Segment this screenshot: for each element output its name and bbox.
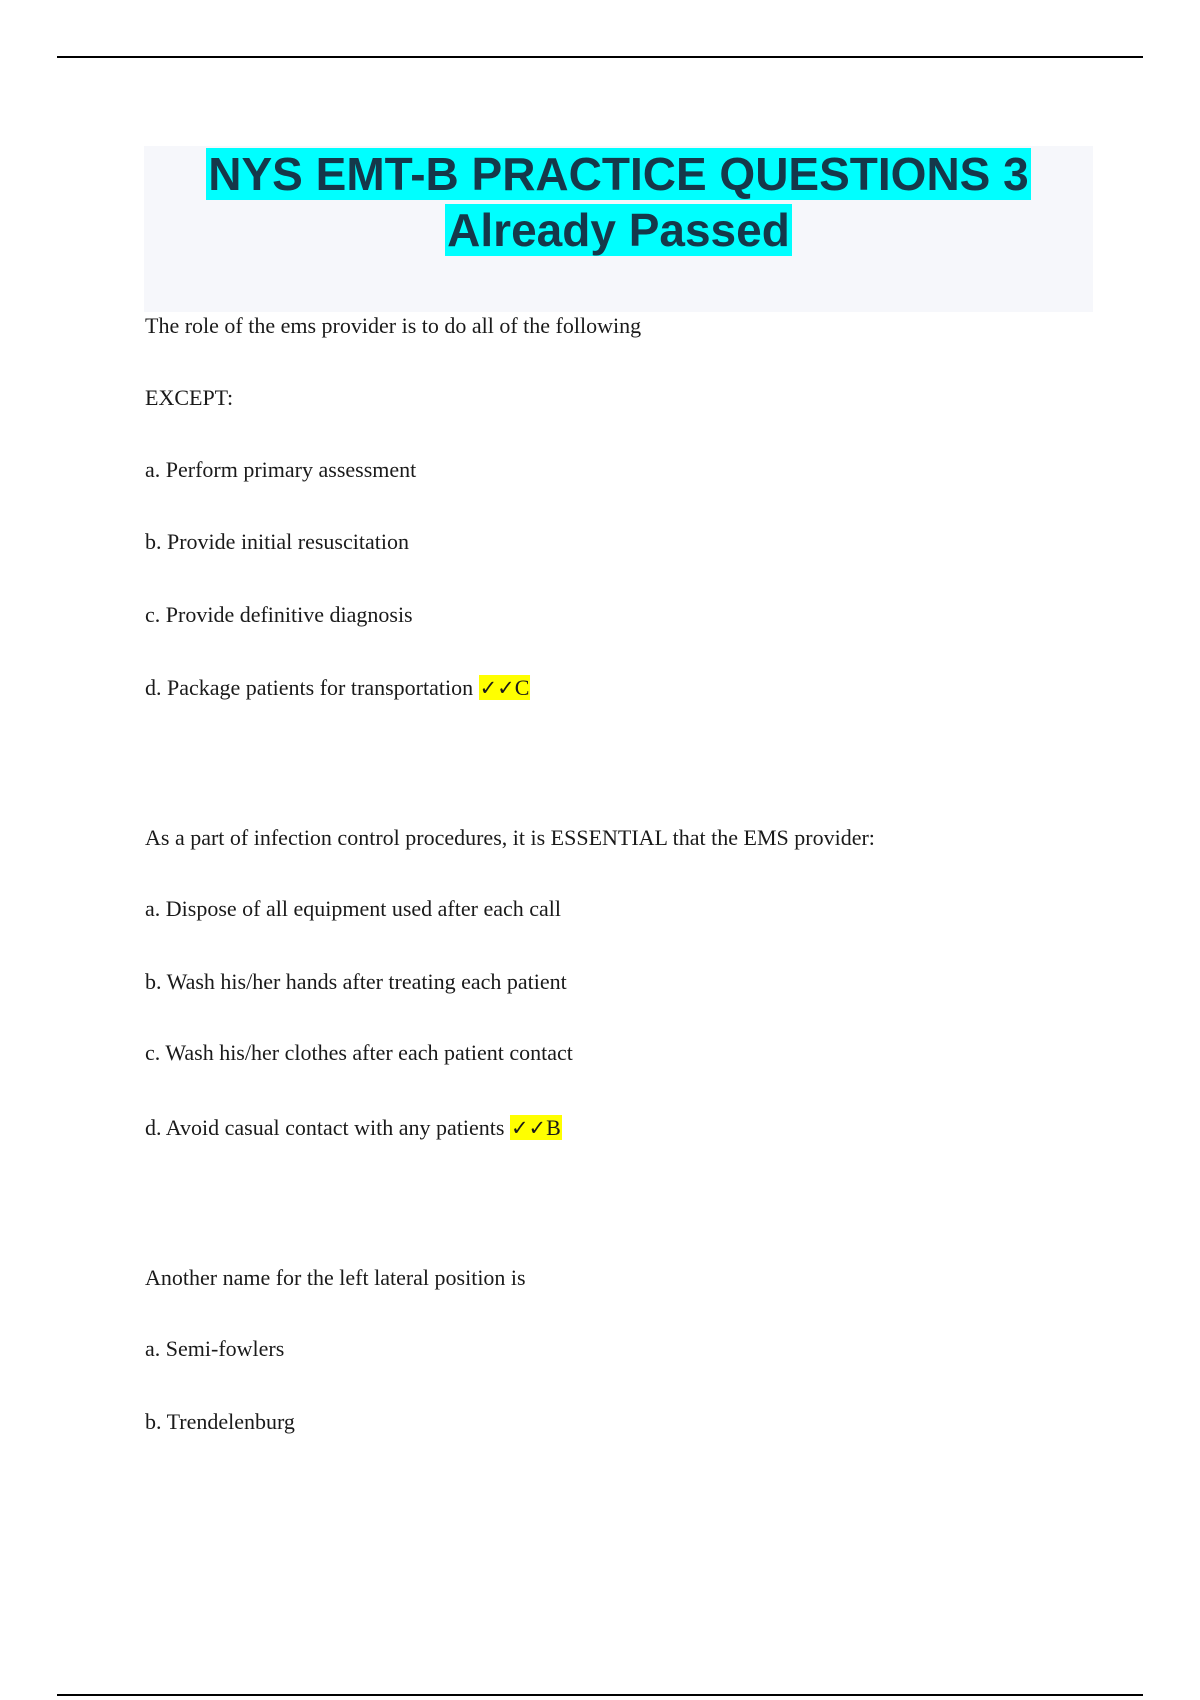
question-1-option-b: b. Provide initial resuscitation [145, 529, 409, 554]
document-title [144, 146, 1093, 312]
question-1-answer-key [479, 675, 531, 700]
header-rule [57, 56, 1143, 58]
question-2-stem: As a part of infection control procedures, it is ESSENTIAL that the EMS provider: [145, 825, 875, 850]
title-line-1: NYS EMT-B PRACTICE QUESTIONS 3 [208, 148, 1029, 200]
checkmark-icon: ✓✓ [479, 676, 515, 700]
question-2-answer-key [510, 1115, 562, 1140]
question-3-stem: Another name for the left lateral position is [145, 1265, 526, 1290]
question-1-answer-letter: C [514, 675, 530, 700]
checkmark-icon: ✓✓ [510, 1116, 547, 1140]
question-1-option-a: a. Perform primary assessment [145, 457, 417, 482]
question-2-option-b: b. Wash his/her hands after treating each patient [145, 969, 567, 994]
question-2-option-d-text: d. Avoid casual contact with any patients [145, 1115, 505, 1140]
question-1-stem: The role of the ems provider is to do all of the following [145, 313, 642, 338]
footer-rule [57, 1694, 1143, 1696]
question-1-stem-continued: EXCEPT: [145, 385, 234, 410]
question-1-option-d-text: d. Package patients for transportation [145, 675, 474, 700]
question-2-option-d [145, 1114, 562, 1142]
title-line-2: Already Passed [447, 204, 790, 256]
question-2-option-c: c. Wash his/her clothes after each patient contact [145, 1040, 573, 1065]
question-1-option-c: c. Provide definitive diagnosis [145, 602, 413, 627]
question-2-answer-letter: B [546, 1115, 561, 1140]
question-3-option-a: a. Semi-fowlers [145, 1336, 285, 1361]
question-2-option-a: a. Dispose of all equipment used after each call [145, 896, 562, 921]
question-1-option-d [145, 674, 530, 702]
question-3-option-b: b. Trendelenburg [145, 1409, 295, 1434]
